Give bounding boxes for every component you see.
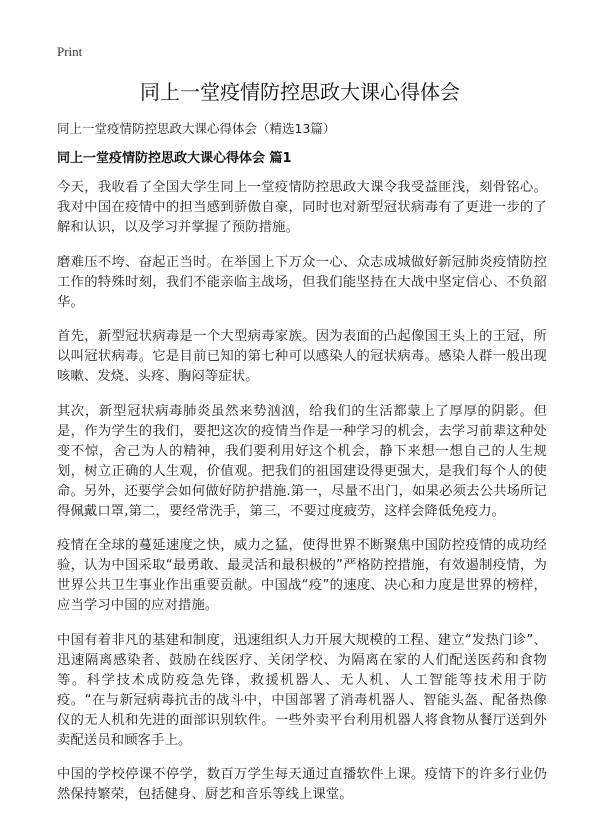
print-link[interactable]: Print <box>57 44 83 59</box>
paragraph-6: 中国有着非凡的基建和制度，迅速组织人力开展大规模的工程、建立“发热门诊”、迅速隔离感染者、鼓励在线医疗、关闭学校、为隔离在家的人们配送医药和食物等。科学技术成防疫急先锋，救援机器人、无人机、人工智能等技术用于防疫。“在与新冠病毒抗击的战斗中，中国部署了消毒机器人、智能头盔、配备热像仪的无人机和先进的面部识别软件。一些外卖平台利用机器人将食物从餐厅送到外卖配送员和顾客手上。 <box>57 632 547 748</box>
article-body <box>57 178 547 820</box>
paragraph-2: 磨难压不垮、奋起正当时。在举国上下万众一心、众志成城做好新冠肺炎疫情防控工作的特殊时刻，我们不能亲临主战场，但我们能坚持在大战中坚定信心、不负韶华。 <box>57 254 547 310</box>
document-subtitle: 同上一堂疫情防控思政大课心得体会（精选13篇） <box>57 121 336 136</box>
paragraph-7: 中国的学校停课不停学，数百万学生每天通过直播软件上课。疫情下的许多行业仍然保持繁荣，包括健身、厨艺和音乐等线上课堂。 <box>57 767 547 802</box>
page-title: 同上一堂疫情防控思政大课心得体会 <box>140 80 460 104</box>
paragraph-3: 首先，新型冠状病毒是一个大型病毒家族。因为表面的凸起像国王头上的王冠，所以叫冠状病毒。它是目前已知的第七种可以感染人的冠状病毒。感染人群一般出现咳嗽、发烧、头疼、胸闷等症状。 <box>57 329 547 384</box>
section-heading: 同上一堂疫情防控思政大课心得体会 篇1 <box>57 151 292 166</box>
paragraph-4: 其次，新型冠状病毒肺炎虽然来势汹汹，给我们的生活都蒙上了厚厚的阴影。但是，作为学生的我们，要把这次的疫情当作是一种学习的机会，去学习前辈这种处变不惊，舍己为人的精神，我们要利用好这个机会，静下来想一想自己的人生规划，树立正确的人生观，价值观。把我们的祖国建设得更强大，是我们每个人的使命。另外，还要学会如何做好防护措施.第一，尽量不出门，如果必须去公共场所记得佩戴口罩,第二，要经常洗手，第三，不要过度疲劳，这样会降低免疫力。 <box>57 403 547 519</box>
paragraph-1: 今天，我收看了全国大学生同上一堂疫情防控思政大课令我受益匪浅，刻骨铭心。我对中国在疫情中的担当感到骄傲自豪，同时也对新型冠状病毒有了更进一步的了解和认识，以及学习并掌握了预防措施。 <box>57 180 547 235</box>
paragraph-5: 疫情在全球的蔓延速度之快，威力之猛，使得世界不断聚焦中国防控疫情的成功经验，认为中国采取“最勇敢、最灵活和最积极的”严格防控措施，有效遏制疫情，为世界公共卫生事业作出重要贡献。中国战“疫”的速度、决心和力度是世界的榜样，应当学习中国的应对措施。 <box>57 538 547 613</box>
